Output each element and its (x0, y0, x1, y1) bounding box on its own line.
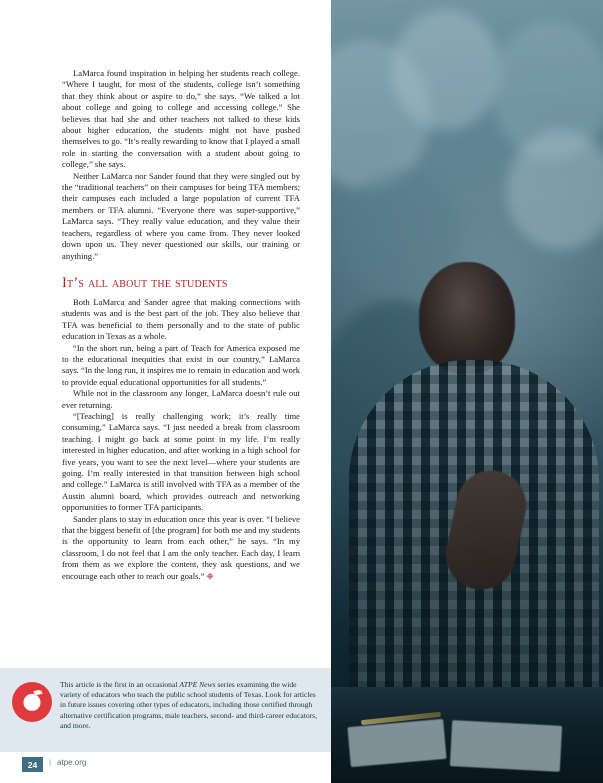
classroom-students-photo (331, 0, 603, 783)
end-mark-icon: ❉ (206, 571, 214, 581)
editors-note-text (60, 680, 318, 731)
note-publication-title: ATPE News (179, 680, 216, 689)
editors-note-box (0, 668, 331, 752)
apple-shape (24, 694, 41, 711)
paragraph-final (62, 514, 300, 582)
footer-separator: | (49, 758, 52, 767)
paragraph: “[Teaching] is really challenging work; it’s really time consuming,” LaMarca says. “I just needed a break from classroom teaching. I might go back at some point in my life. I’m really interested in higher education, and after working in a high school for five years, you want to see the next level—where your students are going. I’m really interested in that transition between high school and college.” LaMarca is still involved with TFA as a member of the Austin alumni board, which provides outreach and networking opportunities to former TFA participants. (62, 410, 300, 513)
page-number: 24 (22, 757, 43, 772)
page-footer (0, 752, 331, 783)
paragraph: While not in the classroom any longer, LaMarca doesn’t rule out ever returning. (62, 388, 300, 410)
paragraph: Neither LaMarca nor Sander found that they were singled out by the “traditional teachers” on their campuses for being TFA members; their campuses each included a large population of current TFA members or TFA alumni. “Everyone there was super-supportive,” LaMarca says. “They really value education, and they value their teachers, regardless of where you came from. They never looked down upon us. They never questioned our skills, our training or anything.” (62, 170, 300, 261)
footer-website: atpe.org (57, 758, 87, 767)
note-text-after: series examining the wide variety of educators who teach the public school students of Texas. Look for articles in future issues covering other types of educators, including those certified through alternative certification programs, male teachers, second- and third-career educators, and more. (60, 680, 318, 730)
paragraph: Both LaMarca and Sander agree that making connections with students was and is the best part of the job. They also believe that TFA was beneficial to them personally and to the state of public education in Texas as a whole. (62, 296, 300, 342)
article-body (62, 68, 300, 582)
section-heading: It’s all about the students (62, 274, 228, 291)
atpe-apple-logo-icon (12, 682, 52, 722)
note-text-before: This article is the first in an occasional (60, 680, 180, 689)
photo-color-tint (331, 0, 603, 783)
paragraph-text: Sander plans to stay in education once this year is over. “I believe that the biggest benefit of [the program] for both me and my students is the opportunity to learn from each other,” he says. “In my classroom, I do not feel that I am the only teacher. Each day, I learn from them as we explore the content, they ask questions, and we encourage each other to reach our goals.” (62, 513, 300, 581)
paragraph: LaMarca found inspiration in helping her students reach college. “Where I taught, for most of the students, college isn’t something that they think about or aspire to do,” she says. “We talked a lot about college and going to college and accessing college.” She believes that had she and other teachers not talked to these kids about higher education, the students might not have pushed themselves to go. “It’s really rewarding to know that I played a small role in starting the conversation with a student about going to college,” she says. (62, 68, 300, 170)
paragraph: “In the short run, being a part of Teach for America exposed me to the educational inequities that exist in our country,” LaMarca says. “In the long run, it inspires me to remain in education and work to provide equal educational opportunities for all students.” (62, 342, 300, 387)
